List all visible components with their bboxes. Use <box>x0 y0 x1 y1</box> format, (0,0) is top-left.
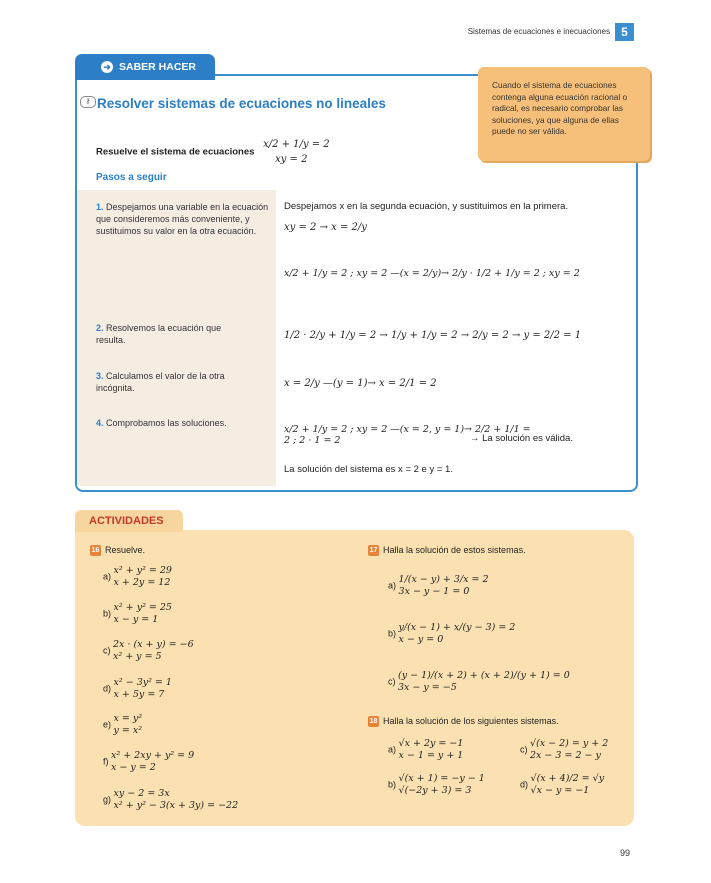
steps-heading: Pasos a seguir <box>96 172 167 183</box>
step-number: 1. <box>96 202 104 212</box>
step-1-math-1: xy = 2 → x = 2/y <box>284 222 367 233</box>
exercise-18d <box>520 773 604 797</box>
item-letter: a) <box>103 571 112 582</box>
key-icon: ⚷ <box>80 96 96 108</box>
step-1-description <box>96 201 272 237</box>
step-3-description <box>96 370 256 394</box>
item-system <box>114 677 172 701</box>
eq2: y = x² <box>113 725 143 736</box>
item-letter: d) <box>520 779 529 790</box>
item-system <box>114 713 143 737</box>
exercise-16-header <box>90 545 145 556</box>
activities-tab: ACTIVIDADES <box>75 510 183 532</box>
item-system <box>399 773 485 797</box>
item-system <box>399 738 464 762</box>
eq1: x² + 2xy + y² = 9 <box>111 750 195 761</box>
statement-text: Resuelve el sistema de ecuaciones <box>96 146 255 158</box>
exercise-number-badge: 17 <box>369 547 378 555</box>
item-letter: b) <box>103 608 112 619</box>
item-letter: b) <box>388 779 397 790</box>
eq1: √(x + 1) = −y − 1 <box>398 773 485 784</box>
step-number: 4. <box>96 418 104 428</box>
exercise-16c <box>103 639 194 663</box>
exercise-17c <box>388 670 570 694</box>
eq1: x² − 3y² = 1 <box>113 677 172 688</box>
eq1: √(x + 4)/2 = √y <box>530 773 605 784</box>
step-3-math: x = 2/y —(y = 1)→ x = 2/1 = 2 <box>284 378 437 389</box>
item-system <box>398 670 570 694</box>
eq1: y/(x − 1) + x/(y − 3) = 2 <box>398 622 516 633</box>
item-system <box>114 788 239 812</box>
step-4-math: x/2 + 1/y = 2 ; xy = 2 —(x = 2, y = 1)→ 2/2 + 1/1 = 2 ; 2 · 1 = 2 <box>284 424 531 446</box>
exercise-16f <box>103 750 194 774</box>
eq1: x² + y² = 29 <box>113 565 172 576</box>
item-letter: f) <box>103 756 109 767</box>
step-1-math-2: x/2 + 1/y = 2 ; xy = 2 —(x = 2/y)→ 2/y · 1/2 + 1/y = 2 ; xy = 2 <box>284 268 580 279</box>
item-system <box>399 574 489 598</box>
item-letter: c) <box>388 676 396 687</box>
exercise-16g <box>103 788 238 812</box>
eq2: 2x − 3 = 2 − y <box>530 750 601 761</box>
step-text: Resolvemos la ecuación que resulta. <box>96 323 222 345</box>
step-number: 2. <box>96 323 104 333</box>
problem-system <box>263 137 330 167</box>
item-system <box>530 738 608 762</box>
exercise-18c <box>520 738 608 762</box>
eq2: √x − y = −1 <box>530 785 590 796</box>
eq2: 3x − y = −5 <box>398 682 457 693</box>
exercise-16a <box>103 565 172 589</box>
step-2-description <box>96 322 236 346</box>
eq1: 1/(x − y) + 3/x = 2 <box>398 574 489 585</box>
item-system <box>531 773 605 797</box>
item-system <box>113 639 194 663</box>
eq2: x² + y = 5 <box>113 651 162 662</box>
note-callout <box>478 67 650 161</box>
item-letter: d) <box>103 683 112 694</box>
page-number: 99 <box>620 848 631 858</box>
section-title: Sistemas de ecuaciones e inecuaciones <box>467 27 610 36</box>
section-heading: Resolver sistemas de ecuaciones no lineales <box>97 96 386 111</box>
eq1: x² + y² = 25 <box>113 602 172 613</box>
step-text: Comprobamos las soluciones. <box>106 418 227 428</box>
exercise-16e <box>103 713 142 737</box>
eq1: (y − 1)/(x + 2) + (x + 2)/(y + 1) = 0 <box>398 670 570 681</box>
solution-sentence: La solución del sistema es x = 2 e y = 1. <box>284 464 453 475</box>
eq1: xy − 2 = 3x <box>113 788 170 799</box>
step-4-valid-note: → La solución es válida. <box>470 433 573 444</box>
eq2: x + 2y = 12 <box>113 577 171 588</box>
exercise-16-label: Resuelve. <box>105 545 146 555</box>
eq2: x − y = 1 <box>113 614 159 625</box>
eq2: x − y = 0 <box>398 634 444 645</box>
eq1: 2x · (x + y) = −6 <box>113 639 194 650</box>
step-number: 3. <box>96 371 104 381</box>
exercise-17-label: Halla la solución de estos sistemas. <box>383 545 526 555</box>
exercise-17b <box>388 622 515 646</box>
item-system <box>111 750 194 774</box>
exercise-number-badge: 16 <box>91 547 100 555</box>
step-text: Calculamos el valor de la otra incógnita. <box>96 371 225 393</box>
problem-statement <box>96 137 330 167</box>
eq1: √(x − 2) = y + 2 <box>530 738 609 749</box>
exercise-16b <box>103 602 172 626</box>
eq2: 3x − y − 1 = 0 <box>398 586 470 597</box>
item-letter: a) <box>388 744 397 755</box>
chapter-number-badge: 5 <box>615 23 634 41</box>
saber-hacer-tab <box>75 54 215 80</box>
eq2: x + 5y = 7 <box>113 689 165 700</box>
exercise-number-badge: 18 <box>369 718 378 726</box>
note-text: Cuando el sistema de ecuaciones contenga alguna ecuación racional o radical, es necesario comprobar las soluciones, ya que alguna de ellas puede no ser válida. <box>492 80 628 136</box>
item-system <box>114 565 172 589</box>
item-letter: g) <box>103 794 112 805</box>
step-text: Despejamos una variable en la ecuación que consideremos más conveniente, y sustituimos su valor en la otra ecuación. <box>96 202 269 236</box>
system-eq2: xy = 2 <box>275 154 308 165</box>
eq2: x − 1 = y + 1 <box>398 750 464 761</box>
exercise-18-header <box>368 716 559 727</box>
saber-hacer-label: SABER HACER <box>119 61 197 73</box>
arrow-right-icon: ➜ <box>101 61 113 73</box>
exercise-18b <box>388 773 485 797</box>
system-eq1: x/2 + 1/y = 2 <box>263 139 330 150</box>
eq1: x = y² <box>113 713 143 724</box>
eq2: √(−2y + 3) = 3 <box>398 785 472 796</box>
eq1: √x + 2y = −1 <box>398 738 464 749</box>
step-4-description <box>96 417 272 429</box>
exercise-17a <box>388 574 489 598</box>
eq2: x − y = 2 <box>111 762 156 773</box>
exercise-16d <box>103 677 172 701</box>
step-2-math: 1/2 · 2/y + 1/y = 2 → 1/y + 1/y = 2 → 2/y = 2 → y = 2/2 = 1 <box>284 330 582 341</box>
eq2: x² + y² − 3(x + 3y) = −22 <box>113 800 239 811</box>
item-system <box>399 622 516 646</box>
step-1-right-text: Despejamos x en la segunda ecuación, y sustituimos en la primera. <box>284 201 569 212</box>
exercise-17-header <box>368 545 526 556</box>
item-letter: b) <box>388 628 397 639</box>
item-letter: c) <box>520 744 528 755</box>
item-letter: c) <box>103 645 111 656</box>
exercise-18a <box>388 738 463 762</box>
exercise-18-label: Halla la solución de los siguientes sistemas. <box>383 716 559 726</box>
item-system <box>114 602 172 626</box>
item-letter: a) <box>388 580 397 591</box>
item-letter: e) <box>103 719 112 730</box>
